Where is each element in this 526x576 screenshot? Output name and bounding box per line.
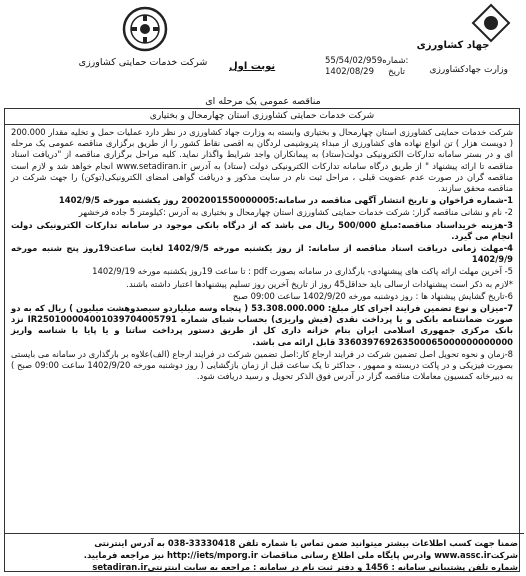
letter-header: [0, 0, 526, 110]
company-logo-icon: [122, 6, 168, 52]
letter-number-label: شماره:: [382, 56, 409, 66]
item-6: 6-تاریخ گشایش پیشنهاد ها : روز دوشنبه مورخه 1402/9/20 ساعت 09:00 صبح: [232, 290, 513, 301]
tender-title: مناقصه عمومی یک مرحله ای: [205, 96, 321, 107]
item-1: 1-شماره فراخوان و تاریخ انتشار آگهی مناقصه در سامانه:2002001550000005 روز یکشنبه مورخه 1402/9/5: [58, 195, 513, 206]
item-2: 2- نام و نشانی مناقصه گزار: شرکت خدمات حمایتی کشاورزی استان چهارمحال و بختیاری به آدرس :کیلومتر 5 جاده فرخشهر: [78, 207, 513, 218]
notice-body: [5, 125, 519, 382]
ministry-logo-icon: [470, 3, 512, 43]
item-7: 7-میزان و نوع تضمین فرایند اجرای کار مبلغ: 53.308.000.000 ( پنجاه وسه میلیاردو سیصدوهشت میلیون ) ریال که به دو صورت ضمانتنامه بانکی و یا پرداخت نقدی (فیش واریزی) بحساب شبای شماره IR250100004001039704005791 نزد بانک مرکزی جمهوری اسلامی ایران بنام خزانه داری کل از طریق دستور پرداخت ساتنا و یا پایا با شناسه واریز 336039769263500065000000000000 قابل ارائه می باشد.: [11, 303, 514, 347]
item-3: 3-هزینه خریداسناد مناقصه:مبلغ 500/000 ریال می باشد که از درگاه بانکی موجود در سامانه تدارکات الکترونیکی دولت انجام می گیرد.: [11, 219, 513, 241]
validity-note: *لازم به ذکر است پیشنهادات ارسالی باید حداقل45 روز از تاریخ آخرین روز تسلیم پیشنهادها اعتبار داشته باشند.: [126, 278, 513, 289]
contact-footer: [4, 533, 524, 576]
notice-round: نوبت اول: [229, 61, 276, 72]
letter-date-label: تاریخ: [388, 67, 405, 77]
letter-date: 1402/08/29: [325, 67, 374, 77]
intro-paragraph: شرکت خدمات حمایتی کشاورزی استان چهارمحال و بختیاری وابسته به وزارت جهاد کشاورزی در نظر دارد عملیات حمل و تخلیه مقدار 200.000 ( دویست هزار ) تن انواع نهاده های کشاورزی از مبداء پتروشیمی لردگان به اقصی نقاط کشور را از طریق برگزاری مناقصه عمومی یک مرحله ای و در بستر سامانه تدارکات الکترونیکی دولت(ستاد) به پیمانکاران واجد شرایط واگذار نماید. کلیه مراحل برگزاری مناقصه از "دریافت اسناد مناقصه تا ارائه پیشنهاد " از طریق درگاه سامانه تدارکات الکترونیکی دولت (ستاد) به آدرس www.setadiran.ir انجام خواهد شد و لازم است مناقصه گران در صورت عدم عضویت قبلی ، مراحل ثبت نام در سایت مذکور و دریافت گواهی امضای الکترونیکی(توکن) را جهت شرکت در مناقصه محقق سازند.: [11, 127, 513, 194]
item-5: 5- آخرین مهلت ارائه پاکت های پیشنهادی- بارگذاری در سامانه بصورت pdf : تا ساعت 19روز یکشنبه مورخه 1402/9/19: [92, 266, 513, 277]
item-8: 8-زمان و نحوه تحویل اصل تضمین شرکت در فرایند ارجاع کار:اصل تضمین شرکت در فرایند ارجاع (الف)علاوه بر بارگذاری در سامانه می بایستی بصورت فیزیکی و در پاکت دربسته و ممهور ، حداکثر تا یک ساعت قبل از زمان بازگشایی ( روز دوشنبه مورخه 1402/9/20 ساعت 09:00 صبح ) به دبیرخانه کمسیون معاملات مناقصه گزار در آدرس فوق الذکر تحویل و رسید دریافت شود.: [11, 348, 513, 382]
letter-number: 55/54/02/959: [325, 56, 383, 66]
notice-box: [4, 108, 520, 572]
ministry-name: [398, 40, 508, 76]
letter-meta: [325, 56, 409, 78]
item-4: 4-مهلت زمانی دریافت اسناد مناقصه از سامانه: از روز یکشنبه مورخه 1402/9/5 لغایت ساعت19روز پنج شنبه مورخه 1402/9/9: [11, 243, 513, 265]
contact-info: ضمنا جهت کسب اطلاعات بیشتر میتوانید ضمن تماس با شماره تلفن 33330418-038 به آدرس اینترنتی شرکتwww.assc.ir وادرس پایگاه ملی اطلاع رسانی مناقصات http://iets/mporg.ir نیز مراجعه فرمایید.: [83, 538, 518, 560]
company-name: شرکت خدمات حمایتی کشاورزی: [78, 57, 208, 68]
ministry-logo-text: جهاد کشاورزی: [416, 40, 490, 51]
notice-box-heading: شرکت خدمات حمایتی کشاورزی استان چهارمحال و بختیاری: [5, 109, 519, 125]
support-info: شماره تلفن پشتیبانی سامانه : 1456 و دفتر ثبت نام در سامانه : مراجعه به سایت اینترنتیsetadiran.ir: [92, 562, 518, 572]
ministry-title: وزارت جهادکشاورزی: [429, 65, 508, 75]
